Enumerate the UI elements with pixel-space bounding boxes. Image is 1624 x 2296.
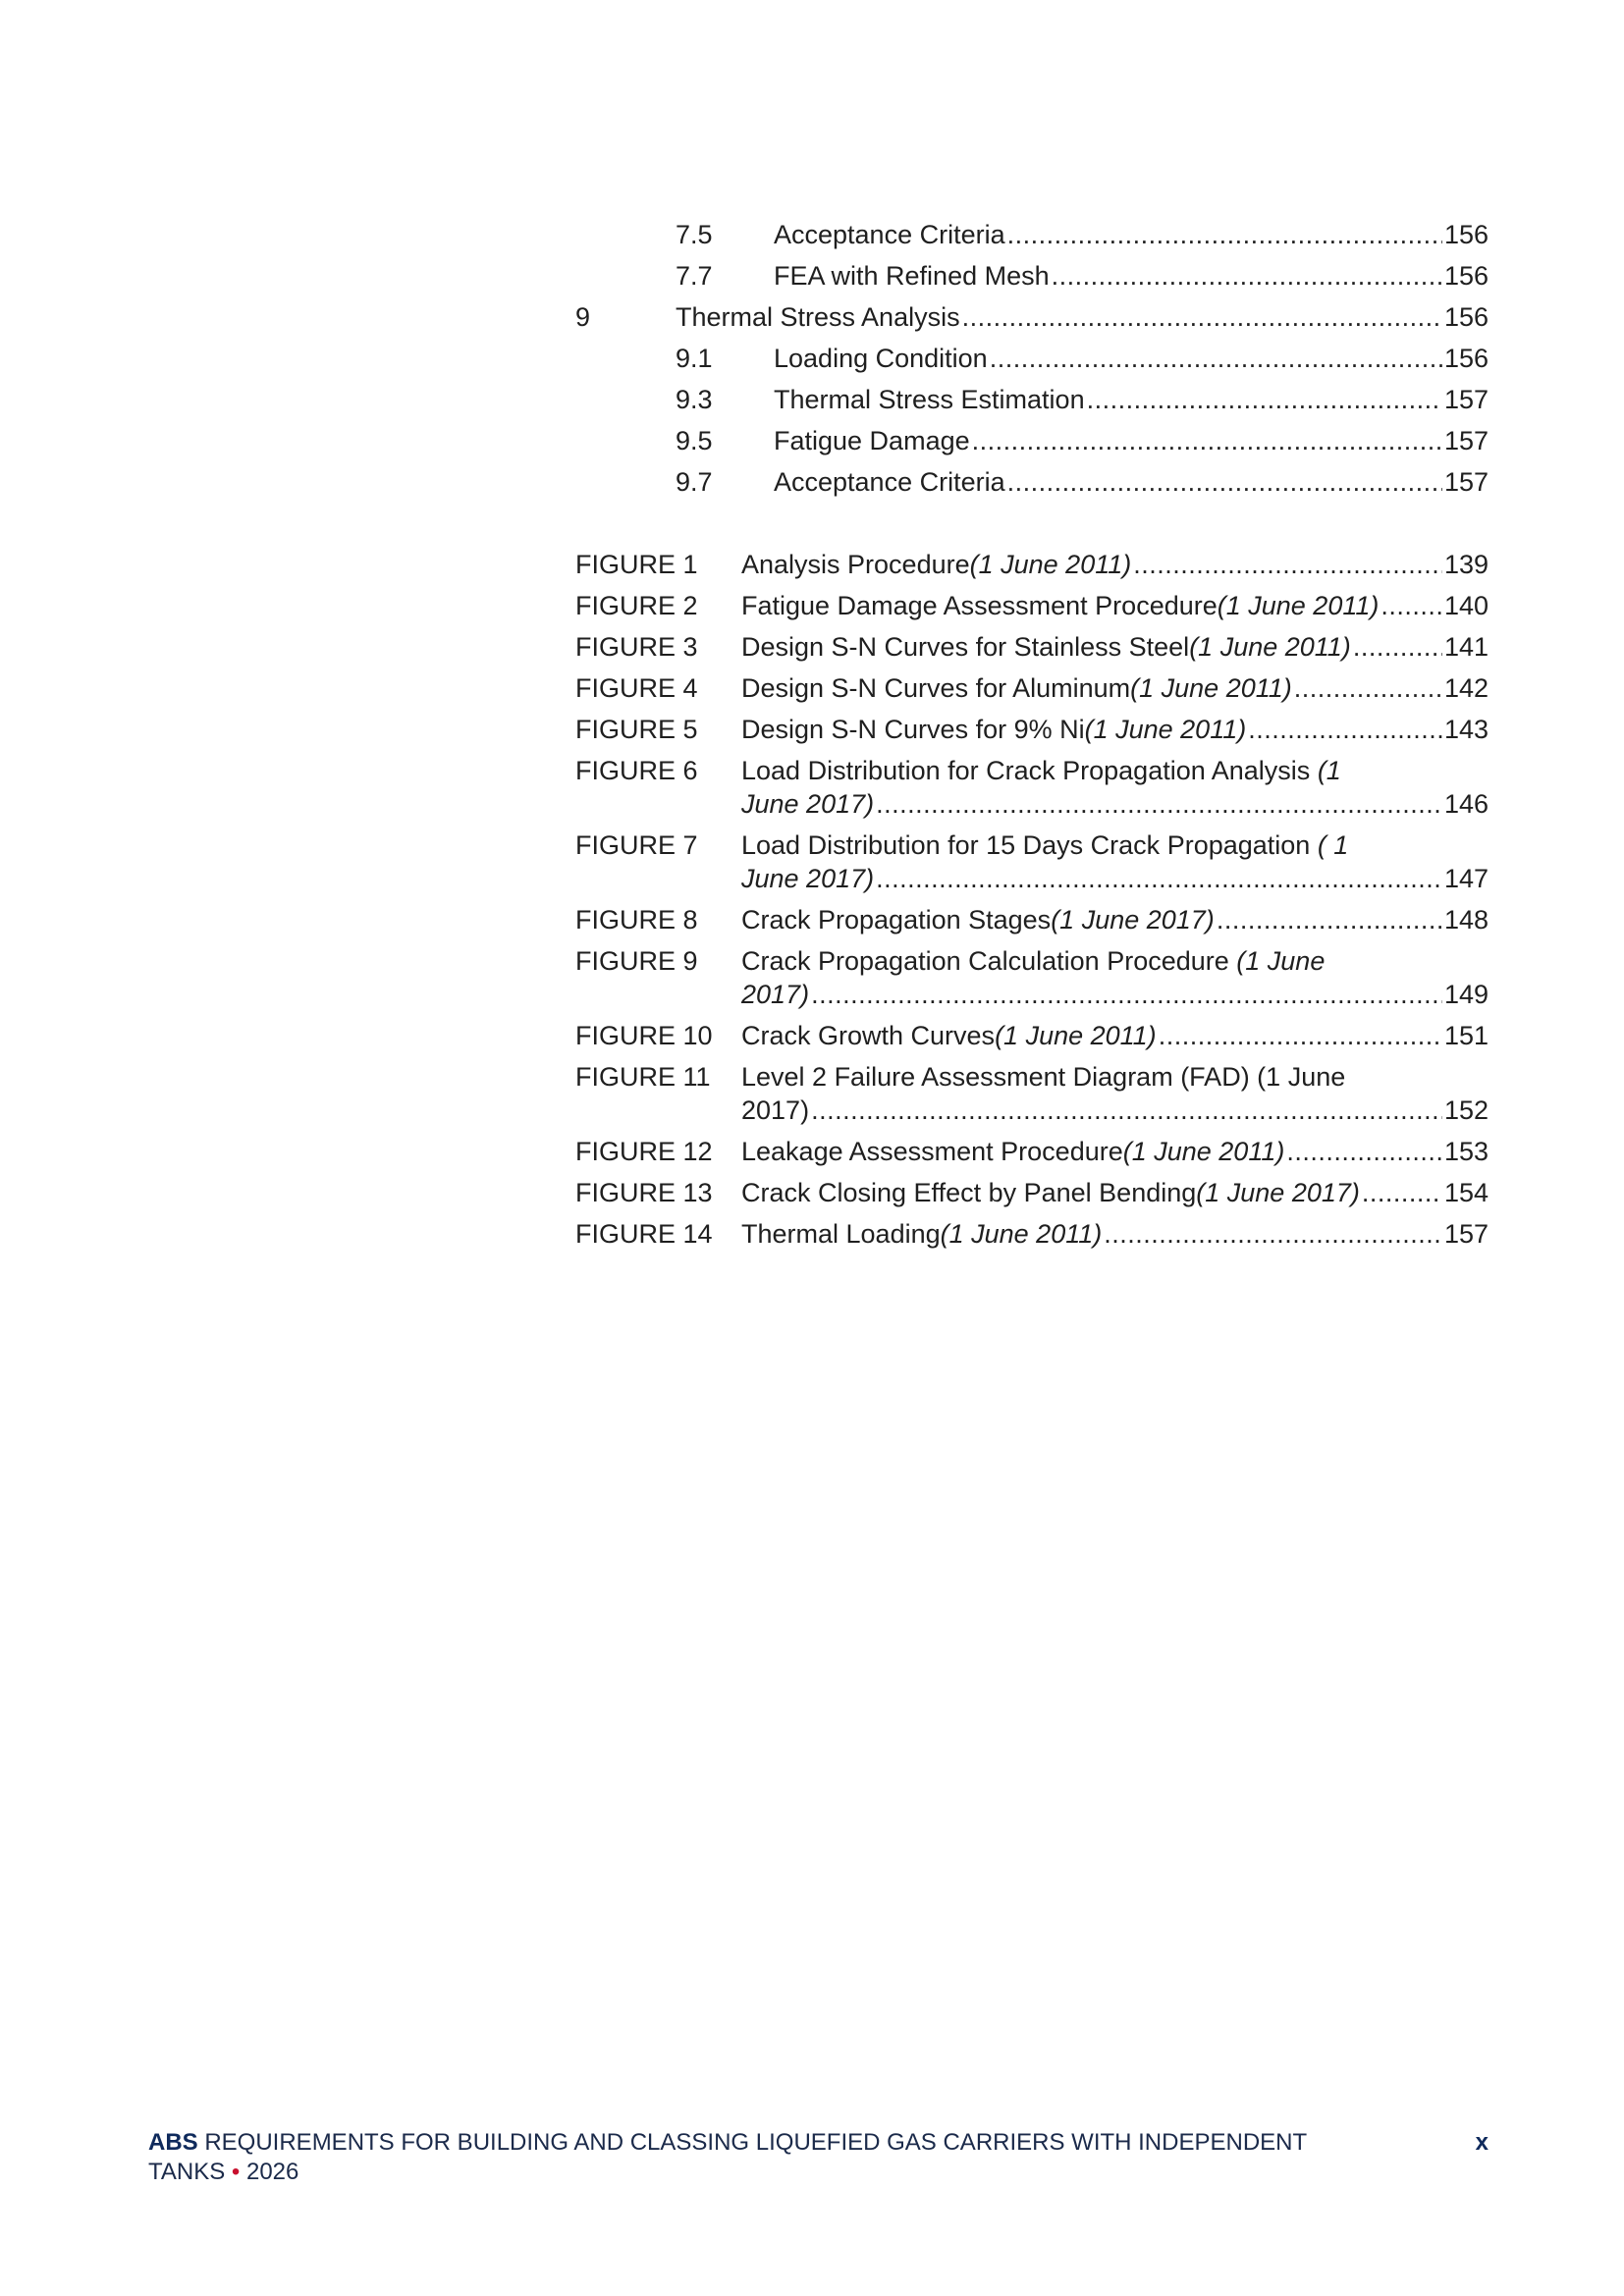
page-number-ref: 139 xyxy=(1443,550,1489,579)
page-number-ref: 141 xyxy=(1443,632,1489,662)
page-number-ref: 148 xyxy=(1443,905,1489,934)
figure-title: Level 2 Failure Assessment Diagram (FAD) (1 June xyxy=(741,1062,1346,1092)
section-number: 9 xyxy=(575,302,591,332)
figure-line xyxy=(741,978,1489,1011)
figure-entry xyxy=(741,903,1489,936)
figure-list-item[interactable] xyxy=(575,754,1489,821)
figure-line xyxy=(741,828,1489,862)
figure-line xyxy=(741,548,1489,581)
figure-title: Crack Propagation Stages xyxy=(741,905,1052,934)
figure-line xyxy=(741,630,1489,664)
figure-title: Load Distribution for 15 Days Crack Propagation xyxy=(741,830,1318,860)
dot-leader xyxy=(1294,671,1442,705)
dot-leader xyxy=(962,296,1442,338)
dot-leader xyxy=(1052,255,1442,296)
footer-bullet: • xyxy=(231,2159,241,2185)
section-title: FEA with Refined Mesh xyxy=(774,261,1050,291)
figure-entry xyxy=(741,1135,1489,1168)
figure-list-item[interactable] xyxy=(575,713,1489,746)
figure-label: FIGURE 6 xyxy=(575,756,698,785)
dot-leader xyxy=(1104,1217,1442,1251)
toc-section-row[interactable] xyxy=(575,255,1489,296)
figure-label: FIGURE 5 xyxy=(575,715,698,744)
figure-entry xyxy=(741,1060,1489,1127)
figure-list-item[interactable] xyxy=(575,548,1489,581)
dot-leader xyxy=(1286,1135,1442,1168)
figure-label: FIGURE 12 xyxy=(575,1137,713,1166)
figure-list-item[interactable] xyxy=(575,630,1489,664)
figure-line xyxy=(741,713,1489,746)
dot-leader xyxy=(1353,630,1442,664)
dot-leader xyxy=(811,1094,1442,1127)
dot-leader xyxy=(1380,589,1442,622)
figure-entry xyxy=(741,1019,1489,1052)
footer-brand: ABS xyxy=(148,2129,198,2156)
figure-label: FIGURE 4 xyxy=(575,673,698,703)
figure-line xyxy=(741,1094,1489,1127)
page-number-ref: 157 xyxy=(1443,426,1489,455)
figure-label: FIGURE 14 xyxy=(575,1219,713,1249)
section-number: 9.5 xyxy=(676,426,713,455)
page-number-ref: 157 xyxy=(1443,1219,1489,1249)
section-number: 7.5 xyxy=(676,220,713,249)
toc-section-row[interactable] xyxy=(575,420,1489,461)
figure-label: FIGURE 1 xyxy=(575,550,698,579)
figure-label: FIGURE 7 xyxy=(575,830,698,860)
figure-line xyxy=(741,1176,1489,1209)
dot-leader xyxy=(1133,548,1442,581)
figure-date: (1 June 2011) xyxy=(1122,1137,1285,1166)
figure-line xyxy=(741,589,1489,622)
figure-line xyxy=(741,1135,1489,1168)
figure-title: Design S-N Curves for Aluminum xyxy=(741,673,1131,703)
figure-entry xyxy=(741,713,1489,746)
figure-entry xyxy=(741,1217,1489,1251)
figure-entry xyxy=(741,828,1489,895)
dot-leader xyxy=(1007,461,1442,503)
dot-leader xyxy=(1159,1019,1442,1052)
figure-list-item[interactable] xyxy=(575,1019,1489,1052)
section-title: Acceptance Criteria xyxy=(774,467,1005,497)
figure-title: Design S-N Curves for Stainless Steel xyxy=(741,632,1190,662)
toc-section-row[interactable] xyxy=(575,379,1489,420)
toc-entry xyxy=(774,420,1489,461)
page-number-ref: 156 xyxy=(1443,302,1489,332)
figure-line xyxy=(741,754,1489,787)
figure-list-item[interactable] xyxy=(575,1135,1489,1168)
section-number: 7.7 xyxy=(676,261,713,291)
page-number: x xyxy=(1475,2129,1489,2156)
section-title: Fatigue Damage xyxy=(774,426,970,455)
figure-entry xyxy=(741,754,1489,821)
section-number: 9.1 xyxy=(676,344,713,373)
toc-entry xyxy=(774,214,1489,255)
toc-entry xyxy=(774,255,1489,296)
figure-list-item[interactable] xyxy=(575,671,1489,705)
figure-label: FIGURE 10 xyxy=(575,1021,713,1050)
figure-list-item[interactable] xyxy=(575,903,1489,936)
page-number-ref: 151 xyxy=(1443,1021,1489,1050)
figure-line xyxy=(741,903,1489,936)
figure-date: (1 June 2011) xyxy=(1189,632,1351,662)
dot-leader xyxy=(972,420,1442,461)
page-number-ref: 156 xyxy=(1443,344,1489,373)
footer-year: 2026 xyxy=(240,2159,299,2185)
figure-label: FIGURE 2 xyxy=(575,591,698,620)
section-title: Loading Condition xyxy=(774,344,988,373)
figure-title: Analysis Procedure xyxy=(741,550,970,579)
figure-date: (1 June 2011) xyxy=(1217,591,1380,620)
page-number-ref: 140 xyxy=(1443,591,1489,620)
figure-list-item[interactable] xyxy=(575,828,1489,895)
figure-title: Load Distribution for Crack Propagation Analysis xyxy=(741,756,1318,785)
figure-line xyxy=(741,787,1489,821)
figure-title: Thermal Loading xyxy=(741,1219,941,1249)
figure-title: Crack Propagation Calculation Procedure xyxy=(741,946,1237,976)
figure-list-item[interactable] xyxy=(575,1217,1489,1251)
section-number: 9.3 xyxy=(676,385,713,414)
figure-entry xyxy=(741,630,1489,664)
page-number-ref: 154 xyxy=(1443,1178,1489,1207)
figure-date-cont: 2017) xyxy=(741,980,810,1009)
page-number-ref: 152 xyxy=(1443,1095,1489,1125)
page-number-ref: 156 xyxy=(1443,261,1489,291)
toc-section-row[interactable] xyxy=(575,214,1489,255)
dot-leader xyxy=(1217,903,1442,936)
figure-list xyxy=(575,548,1489,1251)
toc-entry xyxy=(774,338,1489,379)
figure-title: Leakage Assessment Procedure xyxy=(741,1137,1123,1166)
figure-date: (1 xyxy=(1317,756,1341,785)
figure-date: (1 June 2011) xyxy=(940,1219,1103,1249)
section-title: Thermal Stress Estimation xyxy=(774,385,1085,414)
figure-title: Fatigue Damage Assessment Procedure xyxy=(741,591,1218,620)
toc-entry xyxy=(676,296,1489,338)
figure-line xyxy=(741,671,1489,705)
figure-label: FIGURE 8 xyxy=(575,905,698,934)
figure-entry xyxy=(741,1176,1489,1209)
figure-line xyxy=(741,944,1489,978)
footer-document-title: REQUIREMENTS FOR BUILDING AND CLASSING LIQUEFIED GAS CARRIERS WITH INDEPENDENT TANKS xyxy=(148,2129,1307,2185)
table-of-contents xyxy=(575,214,1489,1258)
figure-date: (1 June 2011) xyxy=(969,550,1132,579)
figure-list-item[interactable] xyxy=(575,1060,1489,1127)
toc-section-row[interactable] xyxy=(575,338,1489,379)
figure-date: (1 June xyxy=(1236,946,1326,976)
figure-date: (1 June 2011) xyxy=(1130,673,1292,703)
dot-leader xyxy=(876,862,1442,895)
figure-label: FIGURE 13 xyxy=(575,1178,713,1207)
page-footer xyxy=(148,2128,1489,2187)
dot-leader xyxy=(1007,214,1442,255)
figure-date: (1 June 2017) xyxy=(1196,1178,1360,1207)
figure-label: FIGURE 3 xyxy=(575,632,698,662)
dot-leader xyxy=(876,787,1442,821)
page-number-ref: 142 xyxy=(1443,673,1489,703)
footer-title xyxy=(148,2128,1385,2187)
figure-line xyxy=(741,1217,1489,1251)
page-number-ref: 157 xyxy=(1443,467,1489,497)
page-number-ref: 149 xyxy=(1443,980,1489,1009)
figure-title: Crack Closing Effect by Panel Bending xyxy=(741,1178,1197,1207)
figure-date: (1 June 2011) xyxy=(995,1021,1157,1050)
dot-leader xyxy=(1087,379,1442,420)
figure-entry xyxy=(741,944,1489,1011)
figure-date: (1 June 2011) xyxy=(1084,715,1247,744)
section-list xyxy=(575,214,1489,503)
figure-list-item[interactable] xyxy=(575,589,1489,622)
figure-date: (1 June 2017) xyxy=(1051,905,1215,934)
toc-entry xyxy=(774,461,1489,503)
figure-title-cont: 2017) xyxy=(741,1095,810,1125)
figure-line xyxy=(741,1019,1489,1052)
figure-label: FIGURE 11 xyxy=(575,1062,711,1092)
page-number-ref: 157 xyxy=(1443,385,1489,414)
section-number: 9.7 xyxy=(676,467,713,497)
page-number-ref: 146 xyxy=(1443,789,1489,819)
figure-date-cont: June 2017) xyxy=(741,789,875,819)
dot-leader xyxy=(1362,1176,1442,1209)
dot-leader xyxy=(1248,713,1442,746)
toc-section-row[interactable] xyxy=(575,461,1489,503)
figure-list-item[interactable] xyxy=(575,944,1489,1011)
dot-leader xyxy=(990,338,1442,379)
page-number-ref: 147 xyxy=(1443,864,1489,893)
section-title: Thermal Stress Analysis xyxy=(676,302,960,332)
toc-entry xyxy=(774,379,1489,420)
figure-entry xyxy=(741,671,1489,705)
figure-list-item[interactable] xyxy=(575,1176,1489,1209)
figure-label: FIGURE 9 xyxy=(575,946,698,976)
toc-section-row[interactable] xyxy=(575,296,1489,338)
figure-date: ( 1 xyxy=(1317,830,1349,860)
figure-line xyxy=(741,1060,1489,1094)
figure-date-cont: June 2017) xyxy=(741,864,875,893)
page-number-ref: 143 xyxy=(1443,715,1489,744)
section-title: Acceptance Criteria xyxy=(774,220,1005,249)
figure-line xyxy=(741,862,1489,895)
page-number-ref: 156 xyxy=(1443,220,1489,249)
figure-entry xyxy=(741,548,1489,581)
dot-leader xyxy=(811,978,1442,1011)
figure-entry xyxy=(741,589,1489,622)
figure-title: Design S-N Curves for 9% Ni xyxy=(741,715,1085,744)
page-number-ref: 153 xyxy=(1443,1137,1489,1166)
figure-title: Crack Growth Curves xyxy=(741,1021,996,1050)
